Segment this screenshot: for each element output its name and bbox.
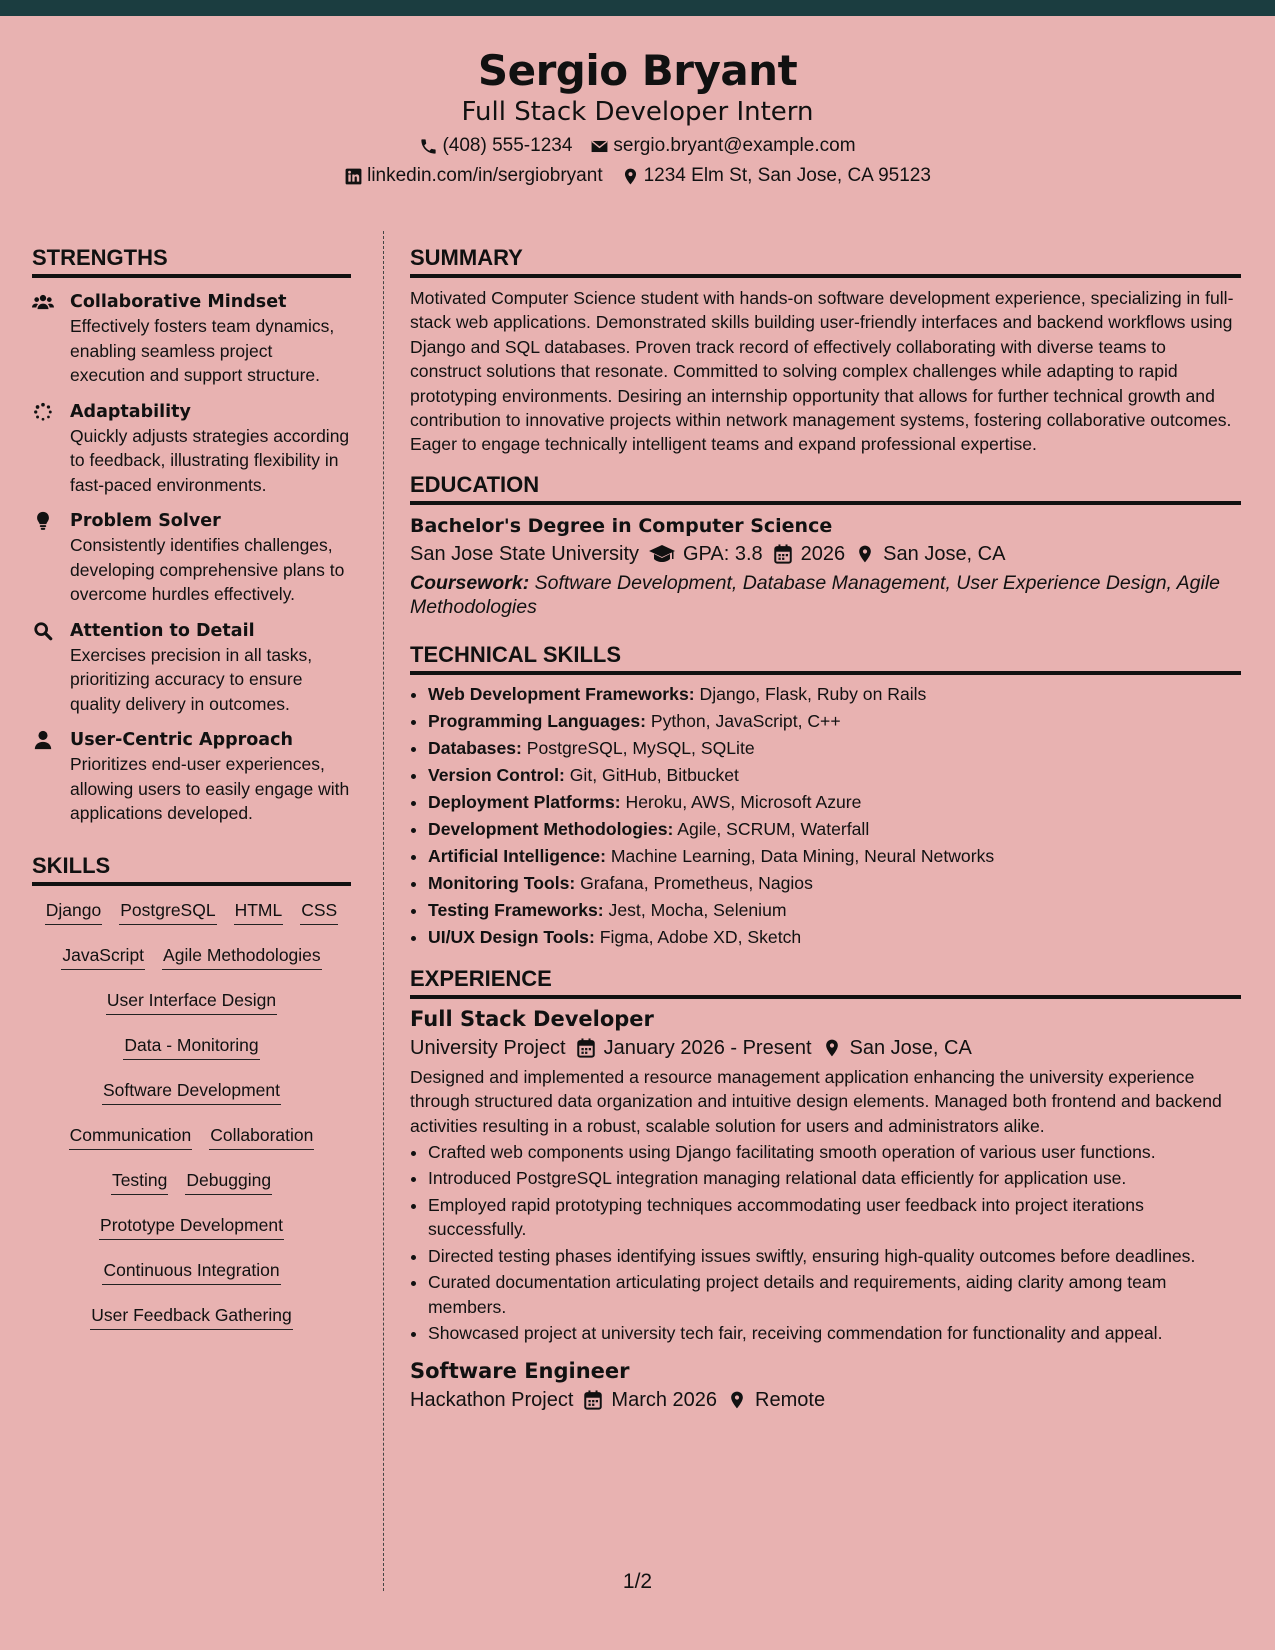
job-title: Software Engineer <box>410 1359 630 1384</box>
skill-tag: Agile Methodologies <box>162 943 322 970</box>
tech-skill-value: PostgreSQL, MySQL, SQLite <box>526 737 755 758</box>
summary-heading: SUMMARY <box>410 244 1241 278</box>
strength-item <box>32 290 351 388</box>
job-bullet: • Employed rapid prototyping techniques accommodating user feedback into project iterations successfully. <box>428 1193 1241 1242</box>
strength-desc: Consistently identifies challenges, developing comprehensive plans to overcome hurdles effectively. <box>70 535 345 604</box>
job-dates: March 2026 <box>611 1389 718 1412</box>
job-bullet: • Directed testing phases identifying issues swiftly, ensuring high-quality outcomes before deadlines. <box>428 1244 1241 1268</box>
education-gpa: GPA: 3.8 <box>683 542 763 565</box>
strength-desc: Effectively fosters team dynamics, enabling seamless project execution and support structure. <box>70 316 335 385</box>
map-marker-icon <box>822 1038 842 1058</box>
tech-skill-value: Heroku, AWS, Microsoft Azure <box>625 791 862 812</box>
tech-skill-value: Git, GitHub, Bitbucket <box>569 764 739 785</box>
address-text: 1234 Elm St, San Jose, CA 95123 <box>643 165 931 186</box>
tech-skill-label: Version Control: <box>428 764 565 785</box>
tech-skill-label: Artificial Intelligence: <box>428 845 606 866</box>
skill-tag: Software Development <box>102 1078 281 1105</box>
contact-linkedin[interactable] <box>344 164 603 188</box>
column-divider <box>383 231 384 1591</box>
education-location: San Jose, CA <box>883 542 1006 565</box>
phone-text: (408) 555-1234 <box>442 135 573 156</box>
phone-icon <box>419 137 438 156</box>
page-number: 1/2 <box>622 1570 653 1593</box>
tech-skill-value: Agile, SCRUM, Waterfall <box>677 818 870 839</box>
tech-skill-item <box>428 708 1241 735</box>
job-location: Remote <box>755 1389 826 1412</box>
graduation-cap-icon <box>649 544 675 564</box>
skill-tag: Prototype Development <box>99 1213 284 1240</box>
strength-item <box>32 400 351 498</box>
tech-skill-label: Monitoring Tools: <box>428 872 576 893</box>
tech-skill-item <box>428 789 1241 816</box>
lightbulb-icon <box>32 511 54 531</box>
tech-skill-value: Machine Learning, Data Mining, Neural Networks <box>610 845 995 866</box>
tech-skill-item <box>428 843 1241 870</box>
job-location: San Jose, CA <box>849 1036 972 1059</box>
map-marker-icon <box>855 544 875 564</box>
tech-skill-label: Development Methodologies: <box>428 818 674 839</box>
summary-text: Motivated Computer Science student with hands-on software development experience, specializing in full-stack web applications. Demonstrated skills building user-friendly interfaces and backend workflows using Django and SQL databases. Proven track record of effectively collaborating with diverse teams to construct solutions that resonate. Committed to solving complex challenges while adapting to rapid prototyping environments. Desiring an internship opportunity that allows for further technical growth and contribution to innovative projects within network management systems, fostering collaborative outcomes. Eager to engage technically intelligent teams and expand professional expertise. <box>410 288 1234 455</box>
job-org: University Project <box>410 1036 566 1059</box>
skill-tag: Communication <box>69 1123 193 1150</box>
education-coursework <box>410 571 1241 619</box>
job-bullet: • Crafted web components using Django facilitating smooth operation of various user functions. <box>428 1140 1241 1164</box>
education-year: 2026 <box>800 542 846 565</box>
tech-skill-value: Django, Flask, Ruby on Rails <box>699 683 927 704</box>
strength-desc: Exercises precision in all tasks, prioritizing accuracy to ensure quality delivery in outcomes. <box>70 644 313 714</box>
tech-skill-value: Jest, Mocha, Selenium <box>608 899 787 920</box>
tech-skill-value: Figma, Adobe XD, Sketch <box>599 926 802 947</box>
skill-tag: HTML <box>234 898 284 925</box>
candidate-name: Sergio Bryant <box>477 46 798 95</box>
strength-title: Problem Solver <box>70 511 221 531</box>
map-marker-icon <box>727 1390 747 1410</box>
tech-skill-label: UI/UX Design Tools: <box>428 926 595 947</box>
tech-skill-label: Programming Languages: <box>428 710 646 731</box>
skill-tag: Django <box>45 898 102 925</box>
skill-tag: JavaScript <box>61 943 145 970</box>
contact-phone <box>419 134 572 158</box>
linkedin-icon <box>344 167 363 186</box>
map-marker-icon <box>621 167 640 186</box>
strength-desc: Quickly adjusts strategies according to feedback, illustrating flexibility in fast-paced environments. <box>70 425 350 495</box>
calendar-icon <box>583 1390 603 1410</box>
tech-skill-item <box>428 681 1241 708</box>
job-bullet: • Showcased project at university tech fair, receiving commendation for functionality and appeal. <box>428 1321 1241 1345</box>
job-org: Hackathon Project <box>410 1389 574 1412</box>
envelope-icon <box>590 137 609 156</box>
tech-skill-value: Python, JavaScript, C++ <box>650 710 841 731</box>
strength-item <box>32 509 351 607</box>
strength-item <box>32 619 351 717</box>
education-meta <box>410 539 1241 569</box>
strength-title: Collaborative Mindset <box>70 292 287 312</box>
strength-title: User-Centric Approach <box>70 730 293 750</box>
top-accent-bar <box>0 0 1275 16</box>
job-bullet: • Introduced PostgreSQL integration managing relational data efficiently for application use. <box>428 1166 1241 1190</box>
education-degree: Bachelor's Degree in Computer Science <box>410 514 833 537</box>
skill-tag: Collaboration <box>209 1123 314 1150</box>
education-school: San Jose State University <box>410 542 639 565</box>
experience-heading: EXPERIENCE <box>410 965 1241 999</box>
skill-tag: User Feedback Gathering <box>90 1303 292 1330</box>
job-meta <box>410 1033 1241 1063</box>
technical-skills-heading: TECHNICAL SKILLS <box>410 641 1241 675</box>
candidate-title: Full Stack Developer Intern <box>461 97 814 127</box>
job-meta <box>410 1385 1241 1415</box>
tech-skill-item <box>428 924 1241 951</box>
contact-row-1 <box>0 134 1275 158</box>
technical-skills-list <box>410 681 1241 951</box>
contact-address <box>621 164 931 188</box>
job-description: Designed and implemented a resource management application enhancing the university experience through structured data organization and intuitive design elements. Managed both frontend and backend activities resulting in a robust, scalable solution for users and administrators alike. <box>410 1066 1222 1136</box>
coursework-list: Software Development, Database Management, User Experience Design, Agile Methodologies <box>410 571 1221 618</box>
tech-skill-item <box>428 897 1241 924</box>
strength-title: Attention to Detail <box>70 620 255 641</box>
tech-skill-label: Web Development Frameworks: <box>428 683 695 704</box>
contact-email[interactable] <box>590 134 855 158</box>
education-heading: EDUCATION <box>410 471 1241 505</box>
tech-skill-label: Databases: <box>428 737 522 758</box>
user-icon <box>32 730 54 750</box>
tech-skill-item <box>428 735 1241 762</box>
tech-skill-item <box>428 870 1241 897</box>
skill-tag: Continuous Integration <box>102 1258 280 1285</box>
spinner-icon <box>32 402 54 422</box>
coursework-label: Coursework: <box>410 571 530 594</box>
strengths-heading: STRENGTHS <box>32 244 351 278</box>
skill-tag: PostgreSQL <box>119 898 216 925</box>
tech-skill-item <box>428 816 1241 843</box>
strength-desc: Prioritizes end-user experiences, allowing users to easily engage with applications developed. <box>70 754 350 823</box>
skill-tag: Debugging <box>185 1168 272 1195</box>
linkedin-text: linkedin.com/in/sergiobryant <box>367 165 603 186</box>
users-icon <box>32 292 54 312</box>
skills-list <box>32 898 351 1330</box>
strength-item <box>32 728 351 826</box>
skill-tag: Data - Monitoring <box>123 1033 259 1060</box>
strength-title: Adaptability <box>70 401 191 422</box>
skill-tag: CSS <box>300 898 338 925</box>
email-text: sergio.bryant@example.com <box>613 135 856 156</box>
tech-skill-item <box>428 762 1241 789</box>
skill-tag: User Interface Design <box>106 988 277 1015</box>
tech-skill-value: Grafana, Prometheus, Nagios <box>580 872 813 893</box>
job-bullet: • Curated documentation articulating project details and requirements, aiding clarity among team members. <box>428 1270 1241 1319</box>
skills-heading: SKILLS <box>32 852 351 886</box>
search-icon <box>32 621 54 641</box>
calendar-icon <box>773 544 793 564</box>
tech-skill-label: Testing Frameworks: <box>428 899 604 920</box>
left-column <box>32 244 351 1348</box>
job-bullets <box>410 1140 1241 1345</box>
tech-skill-label: Deployment Platforms: <box>428 791 621 812</box>
contact-row-2 <box>0 164 1275 188</box>
job-title: Full Stack Developer <box>410 1006 654 1031</box>
skill-tag: Testing <box>111 1168 168 1195</box>
calendar-icon <box>576 1038 596 1058</box>
resume-header <box>0 16 1275 204</box>
right-column <box>410 244 1241 1415</box>
job-dates: January 2026 - Present <box>603 1036 812 1059</box>
